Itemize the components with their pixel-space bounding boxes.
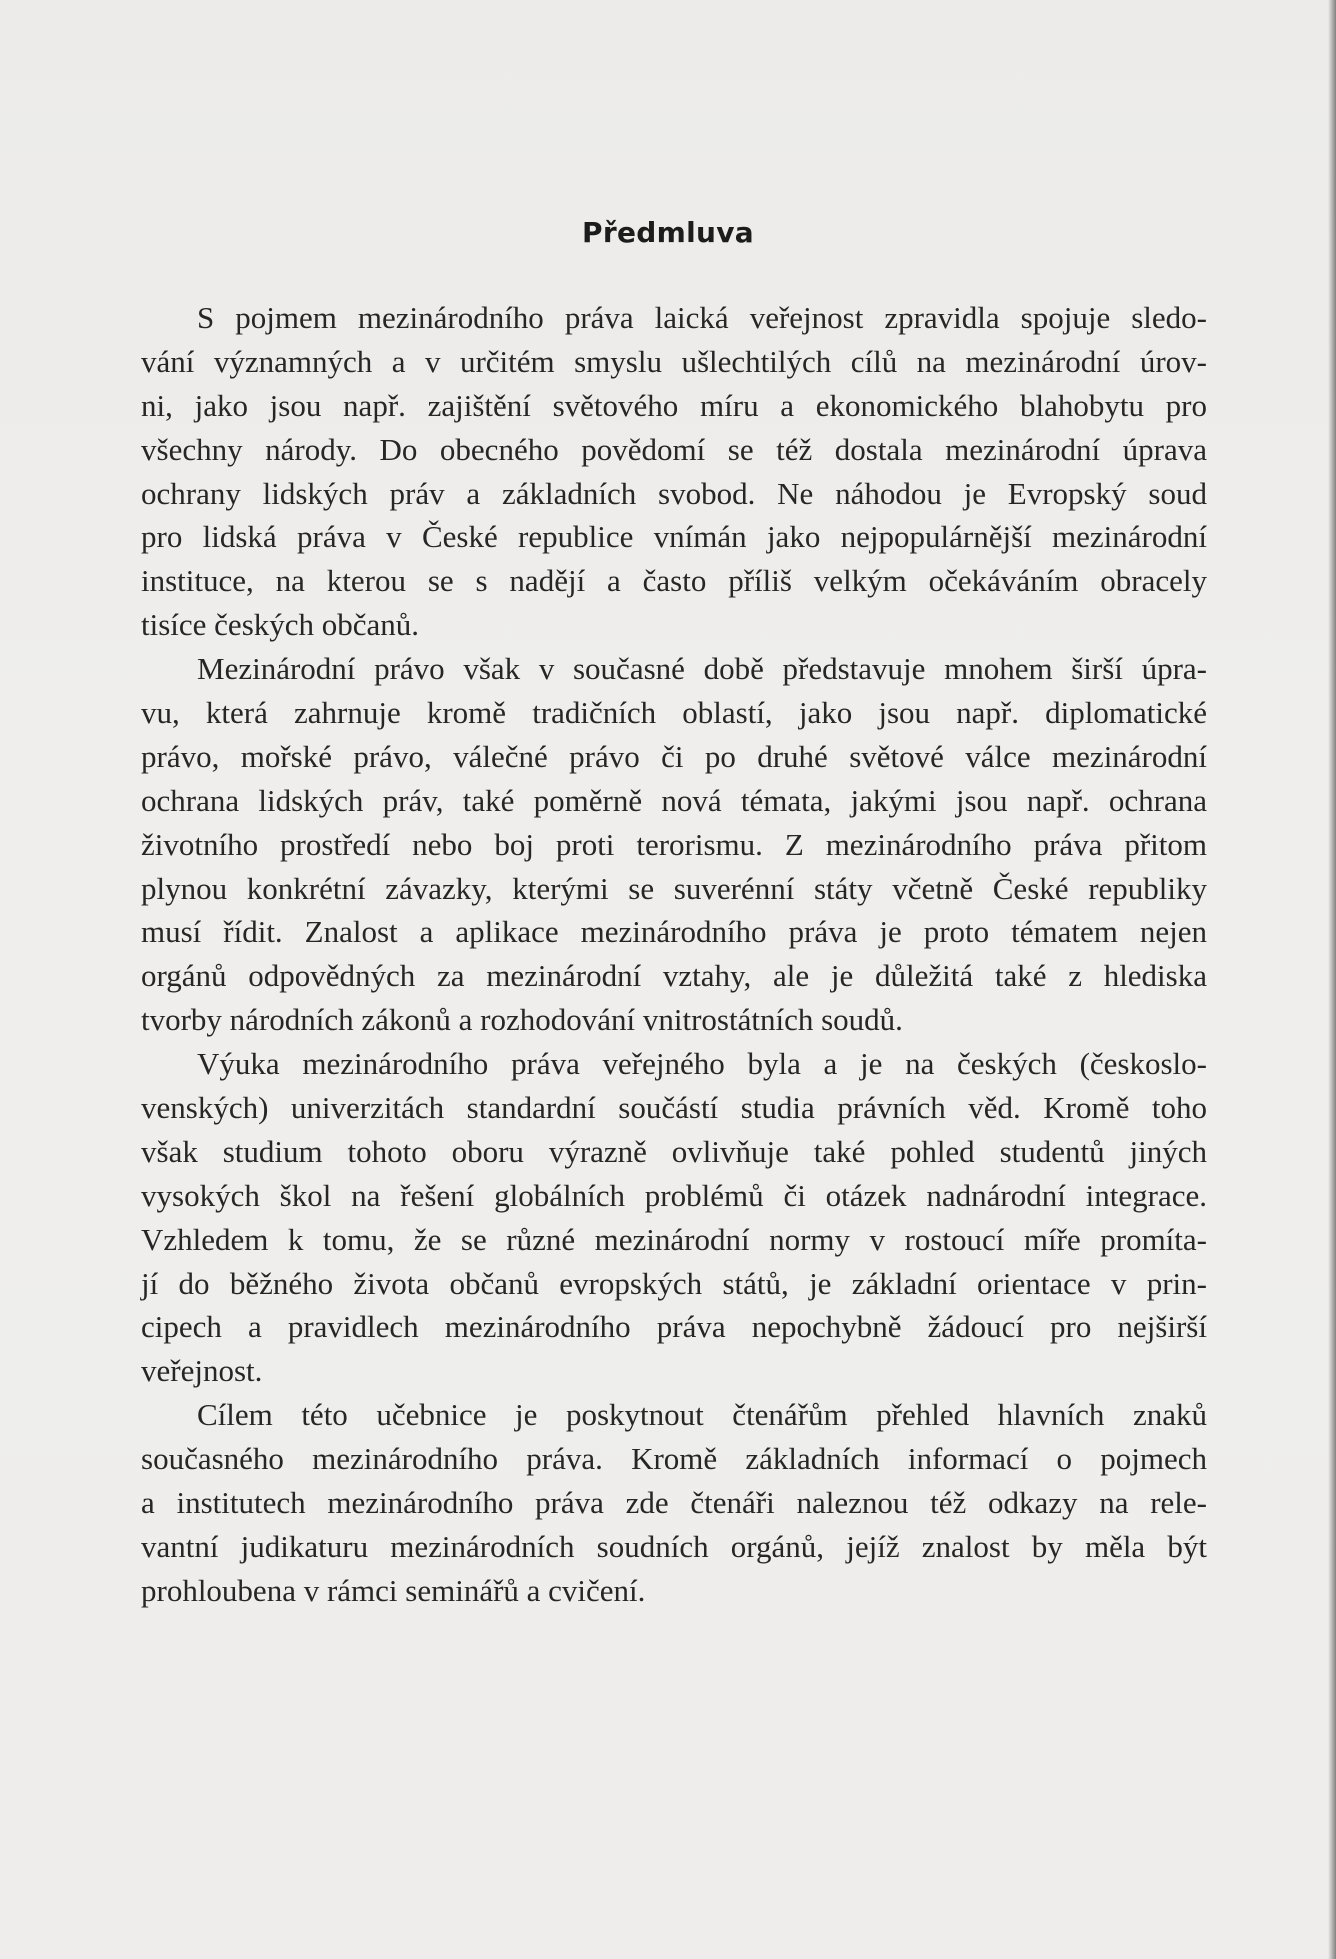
text-line: S pojmem mezinárodního práva laická veřejnost zpravidla spojuje sledo- — [197, 300, 1207, 335]
text-line: Cílem této učebnice je poskytnout čtenářům přehled hlavních znaků — [197, 1397, 1207, 1433]
text-line: vantní judikaturu mezinárodních soudních orgánů, jejíž znalost by měla být — [141, 1528, 1207, 1564]
paragraph-3 — [141, 1042, 1207, 1393]
text-line: vysokých škol na řešení globálních problémů či otázek nadnárodní integrace. — [141, 1177, 1207, 1213]
text-line: životního prostředí nebo boj proti terorismu. Z mezinárodního práva přitom — [141, 826, 1207, 862]
text-line: venských) univerzitách standardní součástí studia právních věd. Kromě toho — [141, 1090, 1207, 1126]
text-line: Mezinárodní právo však v současné době představuje mnohem širší úpra- — [197, 651, 1207, 687]
preface-text — [141, 296, 1207, 1613]
text-line: musí řídit. Znalost a aplikace mezinárodního práva je proto tématem nejen — [141, 914, 1207, 950]
text-line: Vzhledem k tomu, že se různé mezinárodní normy v rostoucí míře promíta- — [141, 1221, 1207, 1257]
text-line: Výuka mezinárodního práva veřejného byla a je na českých (českoslo- — [197, 1046, 1207, 1082]
page-edge-shadow — [1328, 0, 1336, 1959]
text-line: prohloubena v rámci seminářů a cvičení. — [141, 1572, 646, 1608]
chapter-title: Předmluva — [582, 216, 754, 249]
paragraph-1 — [141, 296, 1207, 647]
paragraph-4 — [141, 1393, 1207, 1612]
text-line: jí do běžného života občanů evropských států, je základní orientace v prin- — [141, 1265, 1207, 1301]
text-line: a institutech mezinárodního práva zde čtenáři naleznou též odkazy na rele- — [141, 1485, 1207, 1521]
text-line: orgánů odpovědných za mezinárodní vztahy, ale je důležitá také z hlediska — [141, 958, 1207, 994]
text-line: cipech a pravidlech mezinárodního práva nepochybně žádoucí pro nejširší — [141, 1309, 1207, 1345]
paragraph-2 — [141, 647, 1207, 1042]
text-line: ni, jako jsou např. zajištění světového míru a ekonomického blahobytu pro — [141, 387, 1207, 423]
text-line: veřejnost. — [141, 1353, 263, 1389]
text-line: právo, mořské právo, válečné právo či po druhé světové válce mezinárodní — [141, 738, 1207, 774]
text-line: vu, která zahrnuje kromě tradičních oblastí, jako jsou např. diplomatické — [141, 695, 1207, 731]
text-line: plynou konkrétní závazky, kterými se suverénní státy včetně České republiky — [141, 870, 1207, 906]
text-line: všechny národy. Do obecného povědomí se též dostala mezinárodní úprava — [141, 431, 1207, 467]
text-line: vání významných a v určitém smyslu ušlechtilých cílů na mezinárodní úrov- — [141, 343, 1207, 379]
text-line: současného mezinárodního práva. Kromě základních informací o pojmech — [141, 1441, 1207, 1477]
text-line: ochrany lidských práv a základních svobod. Ne náhodou je Evropský soud — [141, 475, 1207, 511]
text-line: instituce, na kterou se s nadějí a často příliš velkým očekáváním obracely — [141, 563, 1207, 599]
text-line: pro lidská práva v České republice vnímán jako nejpopulárnější mezinárodní — [141, 519, 1207, 555]
text-line: tvorby národních zákonů a rozhodování vnitrostátních soudů. — [141, 1002, 903, 1038]
text-line: tisíce českých občanů. — [141, 607, 420, 643]
text-line: ochrana lidských práv, také poměrně nová témata, jakými jsou např. ochrana — [141, 782, 1207, 818]
text-line: však studium tohoto oboru výrazně ovlivňuje také pohled studentů jiných — [141, 1133, 1207, 1169]
